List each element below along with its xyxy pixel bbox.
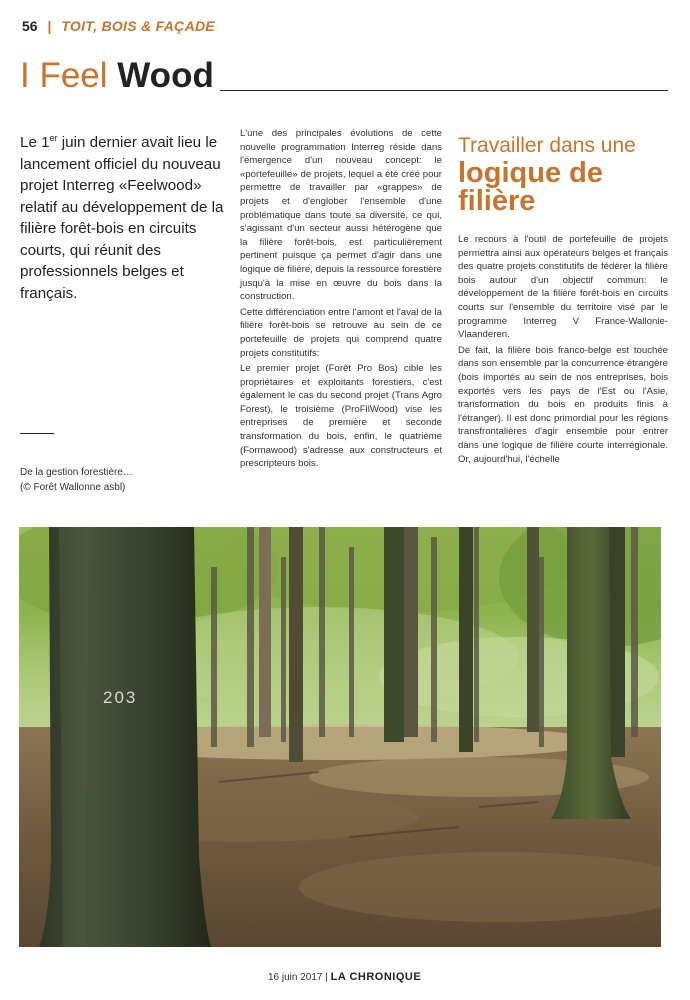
page-footer — [268, 971, 421, 983]
paragraph: Le premier projet (Forêt Pro Bos) cible les propriétaires et exploitants forestiers, c'est également le cas du second projet (Trans Agro Forest), le troisième (ProFilWood) vise les entreprises de première et seconde transformation du bois, enfin, le quatrième (Formawood) s'adresse aux constructeurs et prescripteurs bois. — [240, 363, 442, 470]
subtitle-light: Travailler dans une — [458, 134, 636, 157]
article-title — [20, 56, 214, 96]
paragraph: Le recours à l'outil de portefeuille de projets permettra ainsi aux opérateurs belges et français des quatre projets constitutifs de fédérer la filière bois autour d'un objectif commun: le développement de la filière forêt-bois en circuits courts sur l'ensemble du territoire visé par le programme Interreg V France-Wallonie-Vlaanderen. — [458, 234, 668, 341]
intro-superscript: er — [49, 133, 58, 143]
caption-credit: (© Forêt Wallonne asbl) — [20, 481, 126, 493]
title-bold: Wood — [117, 56, 214, 95]
intro-paragraph — [20, 128, 225, 304]
footer-date: 16 juin 2017 | — [268, 972, 328, 983]
paragraph: Cette différenciation entre l'amont et l'aval de la filière forêt-bois se retrouve au sein de ce portefeuille de projets qui comprend quatre projets constitutifs: — [240, 306, 442, 359]
section-name: TOIT, BOIS & FAÇADE — [61, 18, 216, 34]
page-header — [22, 18, 215, 34]
header-separator: | — [47, 18, 52, 34]
paragraph: L'une des principales évolutions de cette nouvelle programmation Interreg réside dans l'émergence d'un nouveau concept: le «portefeuille» de projets, lequel a été créé pour permettre de travailler par «grappes» de projets et d'englober l'ensemble d'une problématique dans toute sa diversité, ce qui, s'agissant d'un secteur aussi hétérogène que la filière forêt-bois, est particulièrement pertinent puisque ça permet d'agir dans une logique de filière, depuis la ressource forestière jusqu'à la mise en œuvre du bois dans la construction. — [240, 128, 442, 303]
forest-photo — [19, 527, 661, 947]
title-light: I Feel — [20, 56, 108, 95]
subtitle-bold: logique de filière — [458, 157, 603, 217]
paragraph: De fait, la filière bois franco-belge est touchée dans son ensemble par la concurrence étrangère (bois importés au sein de nos entreprises, bois exportés vers les pays de l'Est ou l'Asie, transformation du bois en produits finis à l'étranger). Il est donc primordial pour les régions transfrontalières d'agir ensemble pour entrer dans une logique de filière courte interrégionale. Or, aujourd'hui, l'échelle — [458, 344, 668, 465]
section-subtitle — [458, 133, 668, 215]
photo-caption — [20, 466, 220, 495]
title-rule — [220, 90, 668, 91]
caption-rule — [20, 433, 54, 434]
intro-start: Le 1 — [20, 134, 50, 152]
article-column-3 — [458, 233, 668, 495]
article-column-2 — [240, 127, 442, 473]
caption-line-1: De la gestion forestière… — [20, 467, 133, 478]
tree-marking: 203 — [103, 688, 138, 707]
intro-rest: juin dernier avait lieu le lancement officiel du nouveau projet Interreg «Feelwood» relatif au développement de la filière forêt-bois en circuits courts, qui réunit des professionnels belges et français. — [20, 134, 224, 302]
page-number: 56 — [22, 18, 38, 34]
publication-name: LA CHRONIQUE — [330, 971, 422, 983]
